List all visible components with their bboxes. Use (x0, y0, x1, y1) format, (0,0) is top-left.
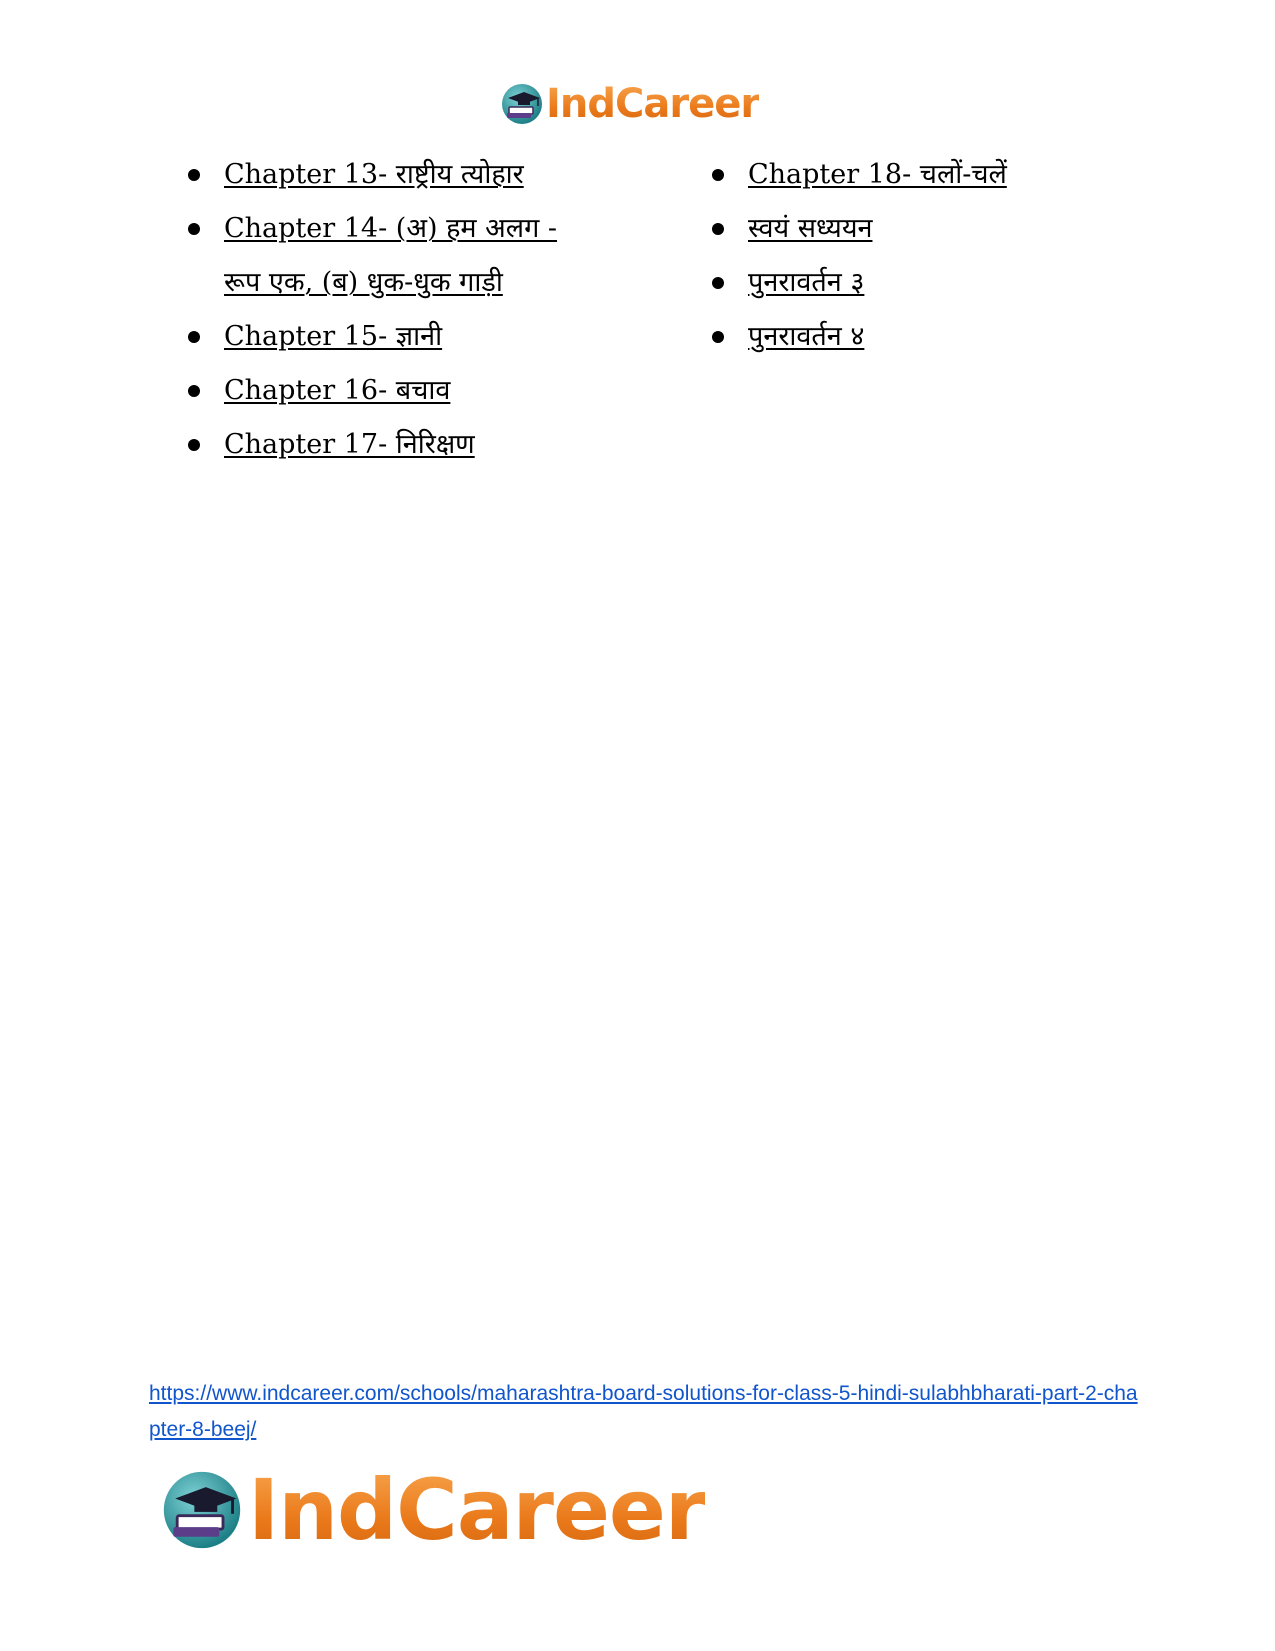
bullet-icon (188, 385, 200, 397)
bullet-icon (712, 331, 724, 343)
header-logo (500, 80, 759, 128)
bullet-icon (712, 277, 724, 289)
list-item (188, 310, 608, 364)
graduation-cap-book-globe-icon (160, 1468, 244, 1552)
footer-logo-text: IndCareer (248, 1461, 706, 1559)
chapter-link[interactable]: Chapter 18- चलों-चलें (748, 159, 1007, 190)
chapter-link[interactable]: Chapter 16- बचाव (224, 375, 451, 406)
chapter-link[interactable]: पुनरावर्तन ४ (748, 321, 865, 352)
chapter-link[interactable]: Chapter 13- राष्ट्रीय त्योहार (224, 159, 524, 190)
list-item (712, 310, 1132, 364)
bullet-icon (712, 223, 724, 235)
bullet-icon (188, 169, 200, 181)
graduation-cap-book-globe-icon (500, 82, 544, 126)
bullet-icon (712, 169, 724, 181)
header-logo-text: IndCareer (546, 81, 760, 127)
chapter-link[interactable]: स्वयं सध्ययन (748, 213, 873, 244)
list-item (188, 148, 608, 202)
chapter-link[interactable]: Chapter 15- ज्ञानी (224, 321, 443, 352)
footer-logo (160, 1461, 706, 1559)
list-item (712, 202, 1132, 256)
list-item (188, 364, 608, 418)
chapter-link[interactable]: पुनरावर्तन ३ (748, 267, 865, 298)
chapter-link[interactable]: Chapter 17- निरिक्षण (224, 429, 475, 460)
chapter-list-left (188, 148, 608, 472)
bullet-icon (188, 439, 200, 451)
bullet-icon (188, 223, 200, 235)
footer-url-link[interactable]: https://www.indcareer.com/schools/maharashtra-board-solutions-for-class-5-hindi-sulabhbharati-part-2-chapter-8-beej/ (149, 1382, 1138, 1441)
chapter-link[interactable]: Chapter 14- (अ) हम अलग - रूप एक, (ब) धुक-धुक गाड़ी (224, 213, 557, 298)
list-item (188, 418, 608, 472)
list-item (712, 256, 1132, 310)
bullet-icon (188, 331, 200, 343)
chapter-list-right (712, 148, 1132, 364)
list-item (188, 202, 608, 310)
list-item (712, 148, 1132, 202)
